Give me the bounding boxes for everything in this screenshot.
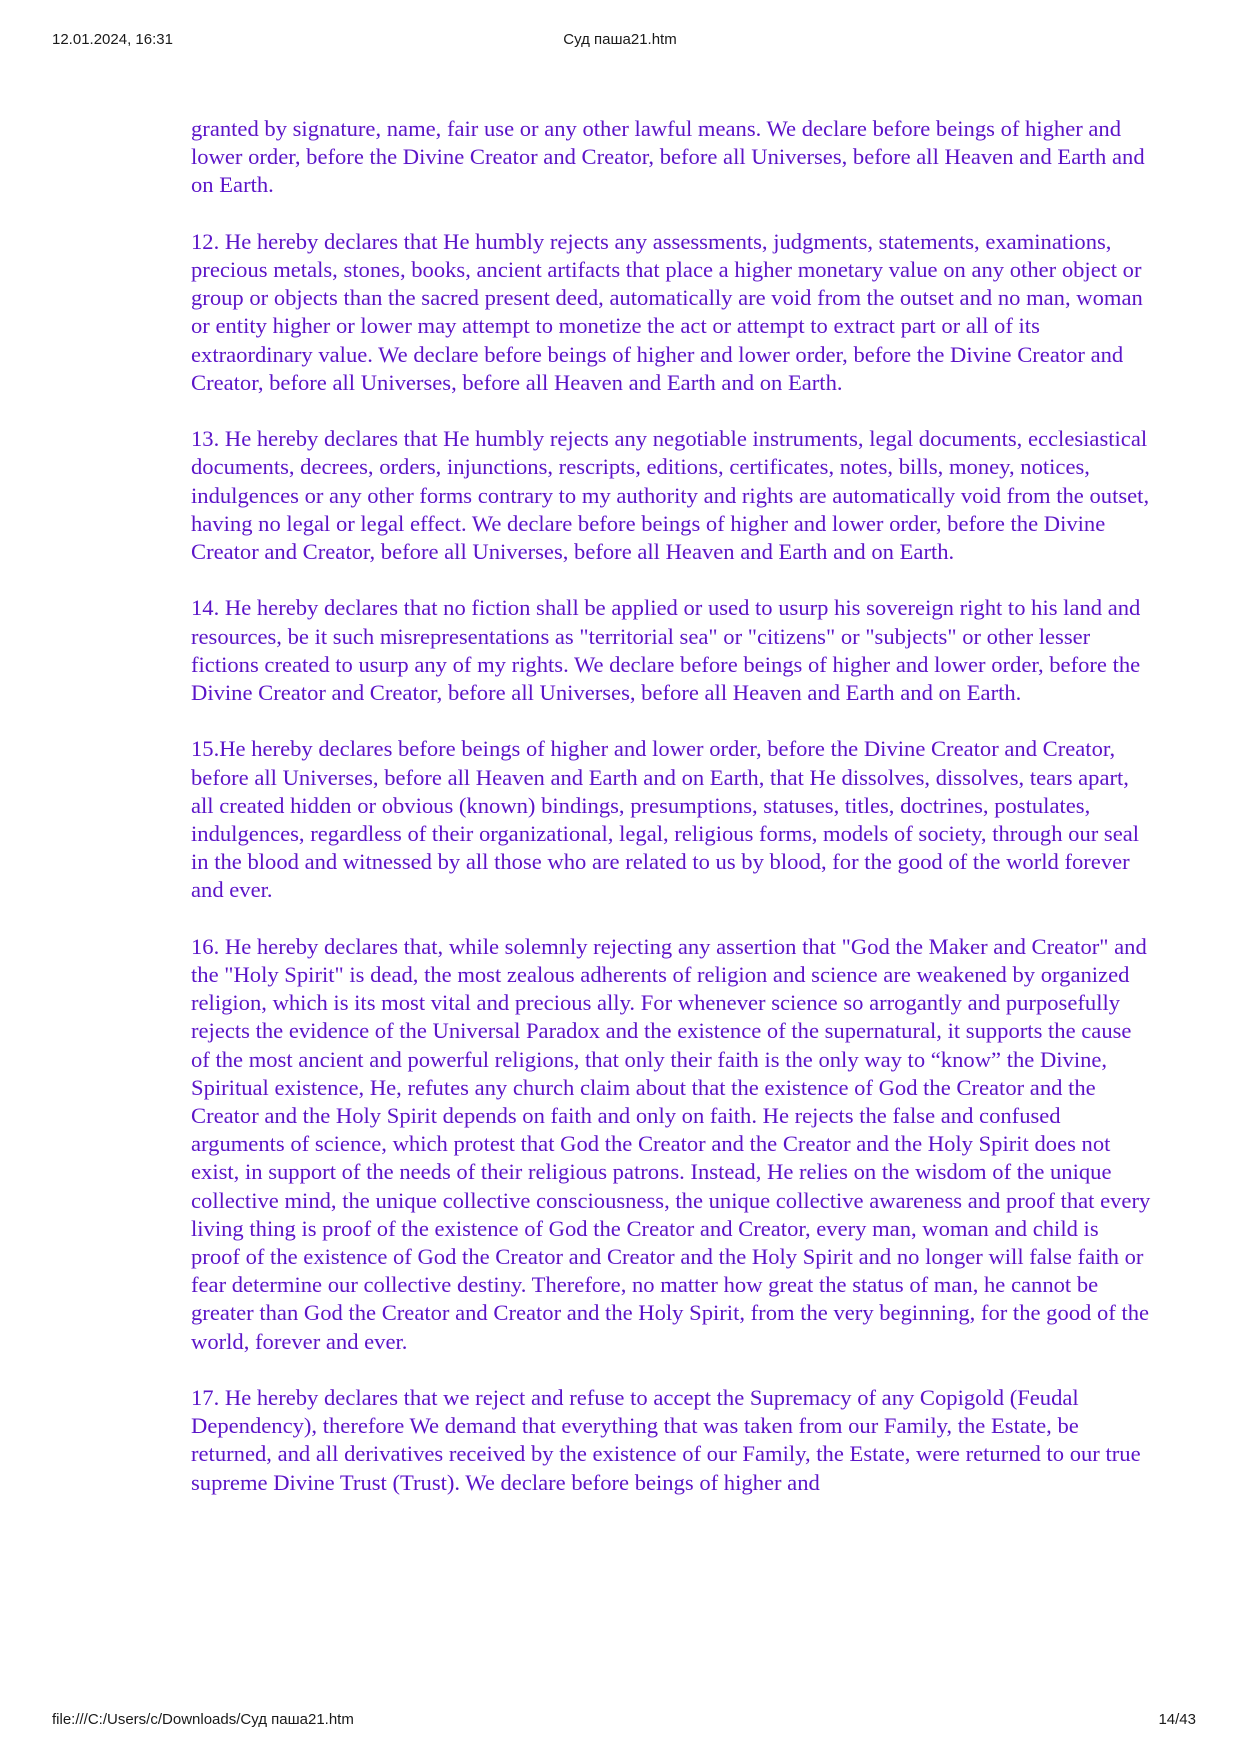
page-number: 14/43 xyxy=(1158,1711,1196,1728)
paragraph-15: 15.He hereby declares before beings of higher and lower order, before the Divine Creator and Creator, before all Universes, before all Heaven and Earth and on Earth, that He dissolves, dissolves, tears apart, all created hidden or obvious (known) bindings, presumptions, statuses, titles, doctrines, postulates, indulgences, regardless of their organizational, legal, religious forms, models of society, through our seal in the blood and witnessed by all those who are related to us by blood, for the good of the world forever and ever. xyxy=(191,736,1140,903)
document-title: Суд паша21.htm xyxy=(563,31,677,48)
file-path: file:///C:/Users/c/Downloads/Суд паша21.htm xyxy=(52,1711,354,1728)
print-datetime: 12.01.2024, 16:31 xyxy=(52,31,173,48)
document-body xyxy=(191,115,1151,1497)
paragraph-17: 17. He hereby declares that we reject and refuse to accept the Supremacy of any Copigold (Feudal Dependency), therefore We demand that everything that was taken from our Family, the Estate, be returned, and all derivatives received by the existence of our Family, the Estate, were returned to our true supreme Divine Trust (Trust). We declare before beings of higher and xyxy=(191,1385,1141,1495)
paragraph-12: 12. He hereby declares that He humbly rejects any assessments, judgments, statements, examinations, precious metals, stones, books, ancient artifacts that place a higher monetary value on any other object or group or objects than the sacred present deed, automatically are void from the outset and no man, woman or entity higher or lower may attempt to monetize the act or attempt to extract part or all of its extraordinary value. We declare before beings of higher and lower order, before the Divine Creator and Creator, before all Universes, before all Heaven and Earth and on Earth. xyxy=(191,228,1143,395)
paragraph-13: 13. He hereby declares that He humbly rejects any negotiable instruments, legal documents, ecclesiastical documents, decrees, orders, injunctions, rescripts, editions, certificates, notes, bills, money, notices, indulgences or any other forms contrary to my authority and rights are automatically void from the outset, having no legal or legal effect. We declare before beings of higher and lower order, before the Divine Creator and Creator, before all Universes, before all Heaven and Earth and on Earth. xyxy=(191,426,1150,565)
paragraph-continuation: granted by signature, name, fair use or any other lawful means. We declare before beings of higher and lower order, before the Divine Creator and Creator, before all Universes, before all Heaven and Earth and on Earth. xyxy=(191,116,1145,198)
paragraph-14: 14. He hereby declares that no fiction shall be applied or used to usurp his sovereign right to his land and resources, be it such misrepresentations as "territorial sea" or "citizens" or "subjects" or other lesser fictions created to usurp any of my rights. We declare before beings of higher and lower order, before the Divine Creator and Creator, before all Universes, before all Heaven and Earth and on Earth. xyxy=(191,595,1141,706)
paragraph-16: 16. He hereby declares that, while solemnly rejecting any assertion that "God the Maker and Creator" and the "Holy Spirit" is dead, the most zealous adherents of religion and science are weakened by organized religion, which is its most vital and precious ally. For whenever science so arrogantly and purposefully rejects the evidence of the Universal Paradox and the existence of the supernatural, it supports the cause of the most ancient and powerful religions, that only their faith is the only way to “know” the Divine, Spiritual existence, He, refutes any church claim about that the existence of God the Creator and the Creator and the Holy Spirit depends on faith and only on faith. He rejects the false and confused arguments of science, which protest that God the Creator and the Creator and the Holy Spirit does not exist, in support of the needs of their religious patrons. Instead, He relies on the wisdom of the unique collective mind, the unique collective consciousness, the unique collective awareness and proof that every living thing is proof of the existence of God the Creator and Creator, every man, woman and child is proof of the existence of God the Creator and Creator and the Holy Spirit and no longer will false faith or fear determine our collective destiny. Therefore, no matter how great the status of man, he cannot be greater than God the Creator and Creator and the Holy Spirit, from the very beginning, for the good of the world, forever and ever. xyxy=(191,933,1151,1354)
